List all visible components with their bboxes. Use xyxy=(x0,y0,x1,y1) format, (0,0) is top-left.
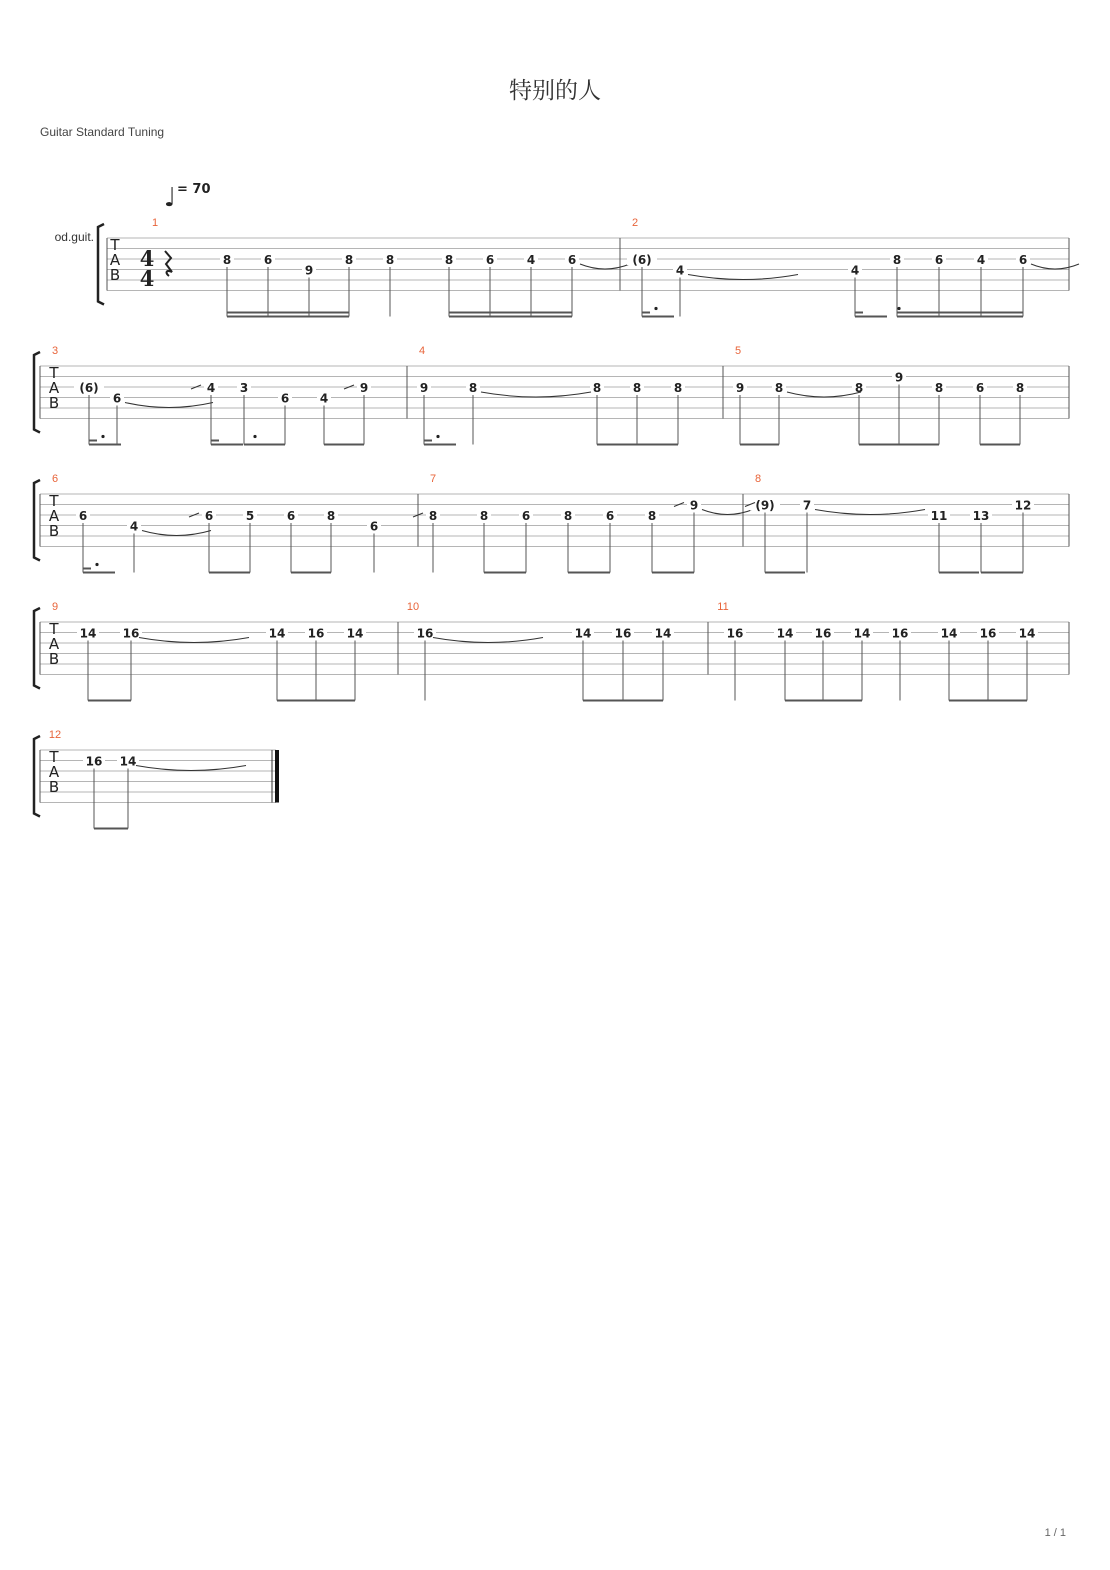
fret-number: 9 xyxy=(419,381,429,395)
tie-arc xyxy=(125,403,213,408)
tie-arc xyxy=(580,264,630,269)
fret-number: 6 xyxy=(286,509,296,523)
rhythm-dot xyxy=(897,307,900,310)
system-bracket xyxy=(34,608,40,689)
measure-9 xyxy=(52,601,398,701)
tab-clef-letter: B xyxy=(48,394,60,412)
tab-clef-letter: A xyxy=(48,635,60,653)
fret-number: 16 xyxy=(307,626,325,641)
tab-clef-letter: A xyxy=(48,507,60,525)
tab-clef-letter: T xyxy=(110,236,120,254)
fret-number: 8 xyxy=(592,381,602,395)
measure-number: 9 xyxy=(51,601,59,613)
measure-number: 4 xyxy=(418,345,426,357)
tempo-note-icon: ♩ xyxy=(163,183,177,213)
fret-number: 4 xyxy=(976,253,986,267)
fret-number: 14 xyxy=(79,626,97,641)
fret-number: 16 xyxy=(891,626,909,641)
fret-number: 4 xyxy=(206,381,216,395)
tab-clef-letter: A xyxy=(109,251,121,269)
measure-number: 11 xyxy=(717,601,729,613)
tempo-value: = 70 xyxy=(177,182,211,197)
fret-number: 6 xyxy=(934,253,944,267)
measure-number: 6 xyxy=(51,473,59,485)
fret-number: 8 xyxy=(673,381,683,395)
tab-clef-letter: T xyxy=(49,620,59,638)
fret-number: 14 xyxy=(776,626,794,641)
fret-number: 6 xyxy=(78,509,88,523)
measure-number: 10 xyxy=(406,601,420,613)
rhythm-dot xyxy=(95,563,98,566)
fret-number: 8 xyxy=(344,253,354,267)
tab-clef-letter: B xyxy=(48,650,60,668)
rhythm-dot xyxy=(654,307,657,310)
score-title: 特别的人 xyxy=(509,77,601,103)
fret-number: 3 xyxy=(239,381,249,395)
fret-number: 4 xyxy=(850,263,860,278)
fret-number: 13 xyxy=(972,509,990,523)
fret-number: 6 xyxy=(263,253,273,267)
tie-arc xyxy=(139,638,249,643)
fret-number: 16 xyxy=(85,754,103,769)
fret-number: 16 xyxy=(614,626,632,641)
tie-arc xyxy=(815,510,925,515)
fret-number: 8 xyxy=(632,381,642,395)
fret-number: 8 xyxy=(444,253,454,267)
staff-system xyxy=(34,480,1069,561)
tab-clef-letter: B xyxy=(48,522,60,540)
tie-arc xyxy=(787,392,861,397)
staff-system xyxy=(34,352,1069,433)
tuning-label: Guitar Standard Tuning xyxy=(40,125,165,139)
fret-number: 12 xyxy=(1014,498,1032,513)
measure-5 xyxy=(733,345,1069,445)
measure-8 xyxy=(745,473,1069,573)
quarter-rest-icon xyxy=(165,251,172,276)
measure-6 xyxy=(52,473,418,573)
fret-number: 4 xyxy=(319,391,329,406)
fret-number: 16 xyxy=(979,626,997,641)
fret-number: (6) xyxy=(79,381,99,395)
fret-number: 16 xyxy=(122,626,140,641)
measure-2 xyxy=(627,217,1079,317)
fret-number: 6 xyxy=(280,391,290,406)
measure-12 xyxy=(49,729,277,829)
tie-arc xyxy=(481,392,591,397)
fret-number: 16 xyxy=(726,626,744,641)
system-bracket xyxy=(34,480,40,561)
fret-number: 8 xyxy=(428,509,438,523)
fret-number: 8 xyxy=(326,509,336,523)
rhythm-dot xyxy=(101,435,104,438)
measure-number: 12 xyxy=(48,729,62,741)
fret-number: 14 xyxy=(940,626,958,641)
fret-number: 6 xyxy=(112,391,122,406)
fret-number: 16 xyxy=(814,626,832,641)
measure-11 xyxy=(717,601,1069,701)
measure-3 xyxy=(52,345,407,445)
fret-number: 9 xyxy=(735,381,745,395)
measure-4 xyxy=(417,345,723,445)
measure-number: 8 xyxy=(754,473,762,485)
page-number: 1 / 1 xyxy=(1044,1527,1066,1539)
fret-number: 14 xyxy=(268,626,286,641)
fret-number: 7 xyxy=(802,498,812,513)
fret-number: 14 xyxy=(346,626,364,641)
tab-clef-letter: A xyxy=(48,763,60,781)
fret-number: 14 xyxy=(853,626,871,641)
tie-arc xyxy=(142,531,211,536)
fret-number: 16 xyxy=(416,626,434,641)
fret-number: 14 xyxy=(574,626,592,641)
fret-number: 5 xyxy=(245,509,255,523)
fret-number: 6 xyxy=(605,509,615,523)
fret-number: 6 xyxy=(485,253,495,267)
fret-number: 6 xyxy=(567,253,577,267)
rhythm-dot xyxy=(253,435,256,438)
system-bracket xyxy=(34,736,40,817)
fret-number: 6 xyxy=(204,509,214,523)
measure-1 xyxy=(152,217,630,317)
system-bracket xyxy=(98,224,104,305)
staff-system xyxy=(34,608,1069,689)
fret-number: 8 xyxy=(892,253,902,267)
fret-number: 8 xyxy=(1015,381,1025,395)
fret-number: 6 xyxy=(1018,253,1028,267)
measure-number: 3 xyxy=(51,345,59,357)
fret-number: 14 xyxy=(654,626,672,641)
fret-number: 8 xyxy=(479,509,489,523)
tie-arc xyxy=(688,275,798,280)
fret-number: 11 xyxy=(930,509,948,523)
tab-clef-letter: T xyxy=(49,748,59,766)
measure-number: 1 xyxy=(151,217,159,229)
fret-number: 8 xyxy=(563,509,573,523)
staff-system xyxy=(34,736,276,817)
measure-10 xyxy=(407,601,708,701)
fret-number: 4 xyxy=(675,263,685,278)
fret-number: 9 xyxy=(894,370,904,385)
tie-arc xyxy=(136,766,246,771)
fret-number: 6 xyxy=(369,519,379,534)
tab-clef-letter: B xyxy=(109,266,121,284)
fret-number: 8 xyxy=(854,381,864,395)
system-bracket xyxy=(34,352,40,433)
measure-number: 7 xyxy=(429,473,437,485)
time-signature-bottom: 4 xyxy=(139,266,155,291)
fret-number: 4 xyxy=(129,519,139,534)
fret-number: 9 xyxy=(689,498,699,513)
fret-number: 8 xyxy=(774,381,784,395)
tab-clef-letter: T xyxy=(49,364,59,382)
fret-number: 8 xyxy=(468,381,478,395)
fret-number: (6) xyxy=(632,253,652,267)
fret-number: 8 xyxy=(647,509,657,523)
fret-number: 6 xyxy=(975,381,985,395)
fret-number: 4 xyxy=(526,253,536,267)
fret-number: (9) xyxy=(755,498,775,513)
measure-7 xyxy=(413,473,753,573)
tab-clef-letter: T xyxy=(49,492,59,510)
fret-number: 8 xyxy=(385,253,395,267)
measure-number: 2 xyxy=(631,217,639,229)
instrument-label: od.guit. xyxy=(54,230,94,244)
tab-clef-letter: A xyxy=(48,379,60,397)
measure-number: 5 xyxy=(734,345,742,357)
fret-number: 8 xyxy=(222,253,232,267)
fret-number: 9 xyxy=(359,381,369,395)
fret-number: 14 xyxy=(119,754,137,769)
fret-number: 6 xyxy=(521,509,531,523)
tie-arc xyxy=(433,638,543,643)
rhythm-dot xyxy=(436,435,439,438)
tie-arc xyxy=(1031,264,1079,269)
fret-number: 8 xyxy=(934,381,944,395)
tab-clef-letter: B xyxy=(48,778,60,796)
tie-arc xyxy=(702,510,753,515)
fret-number: 14 xyxy=(1018,626,1036,641)
time-signature-top: 4 xyxy=(139,246,155,271)
fret-number: 9 xyxy=(304,263,314,278)
staff-system xyxy=(98,224,1069,305)
